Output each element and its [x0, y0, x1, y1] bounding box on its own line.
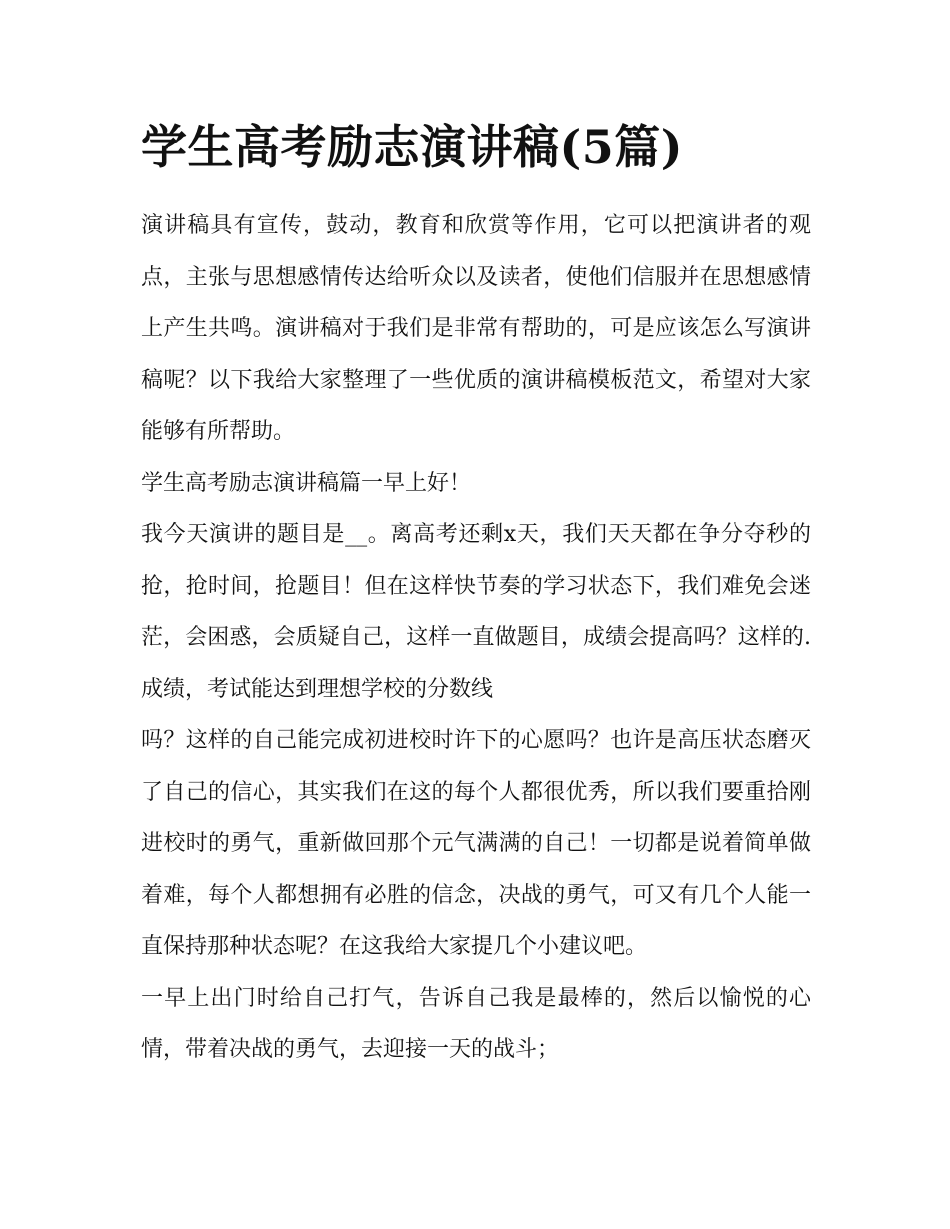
body-paragraph: 我今天演讲的题目是__。离高考还剩x天，我们天天都在争分夺秒的抢，抢时间，抢题目！但在这样快节奏的学习状态下，我们难免会迷茫，会困惑，会质疑自己，这样一直做题目，成绩会提高吗？这样的.成绩，考试能达到理想学校的分数线 — [141, 522, 811, 702]
body-paragraph: 吗？这样的自己能完成初进校时许下的心愿吗？也许是高压状态磨灭了自己的信心，其实我们在这的每个人都很优秀，所以我们要重拾刚进校时的勇气，重新做回那个元气满满的自己！一切都是说着简单做着难，每个人都想拥有必胜的信念，决战的勇气，可又有几个人能一直保持那种状态呢？在这我给大家提几个小建议吧。 — [141, 728, 811, 959]
document-body — [141, 112, 811, 1076]
document-title: 学生高考励志演讲稿(5篇) — [141, 120, 684, 174]
body-paragraph: 一早上出门时给自己打气，告诉自己我是最棒的，然后以愉悦的心情，带着决战的勇气，去迎接一天的战斗； — [141, 985, 811, 1062]
intro-paragraph: 演讲稿具有宣传，鼓动，教育和欣赏等作用，它可以把演讲者的观点，主张与思想感情传达给听众以及读者，使他们信服并在思想感情上产生共鸣。演讲稿对于我们是非常有帮助的，可是应该怎么写演讲稿呢？以下我给大家整理了一些优质的演讲稿模板范文，希望对大家能够有所帮助。 — [141, 213, 811, 444]
section-heading-paragraph: 学生高考励志演讲稿篇一早上好！ — [141, 470, 472, 496]
